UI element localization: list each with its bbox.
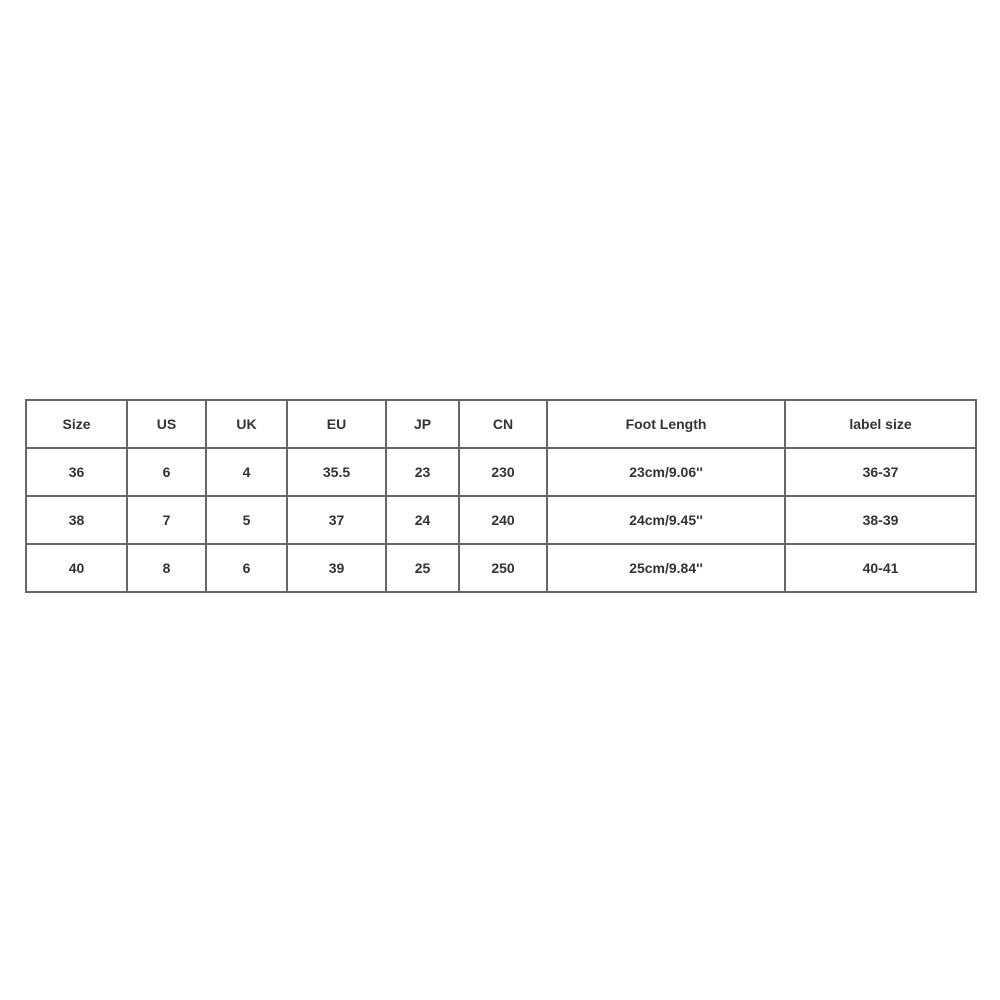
cell-jp: 25 — [386, 544, 459, 592]
header-row — [26, 400, 976, 448]
cell-uk: 4 — [206, 448, 287, 496]
cell-size: 36 — [26, 448, 127, 496]
cell-foot-length: 23cm/9.06'' — [547, 448, 785, 496]
table-row — [26, 448, 976, 496]
cell-us: 8 — [127, 544, 206, 592]
header-jp: JP — [386, 400, 459, 448]
header-foot-length: Foot Length — [547, 400, 785, 448]
cell-uk: 5 — [206, 496, 287, 544]
header-uk: UK — [206, 400, 287, 448]
cell-eu: 37 — [287, 496, 386, 544]
header-cn: CN — [459, 400, 547, 448]
cell-jp: 24 — [386, 496, 459, 544]
cell-size: 38 — [26, 496, 127, 544]
cell-uk: 6 — [206, 544, 287, 592]
header-size: Size — [26, 400, 127, 448]
cell-size: 40 — [26, 544, 127, 592]
cell-us: 7 — [127, 496, 206, 544]
header-label-size: label size — [785, 400, 976, 448]
size-chart-table — [25, 399, 977, 593]
header-us: US — [127, 400, 206, 448]
header-eu: EU — [287, 400, 386, 448]
cell-cn: 250 — [459, 544, 547, 592]
cell-label-size: 40-41 — [785, 544, 976, 592]
cell-eu: 39 — [287, 544, 386, 592]
cell-cn: 240 — [459, 496, 547, 544]
table-row — [26, 544, 976, 592]
cell-foot-length: 25cm/9.84'' — [547, 544, 785, 592]
cell-jp: 23 — [386, 448, 459, 496]
cell-label-size: 38-39 — [785, 496, 976, 544]
table-row — [26, 496, 976, 544]
cell-eu: 35.5 — [287, 448, 386, 496]
cell-label-size: 36-37 — [785, 448, 976, 496]
cell-cn: 230 — [459, 448, 547, 496]
cell-foot-length: 24cm/9.45'' — [547, 496, 785, 544]
cell-us: 6 — [127, 448, 206, 496]
